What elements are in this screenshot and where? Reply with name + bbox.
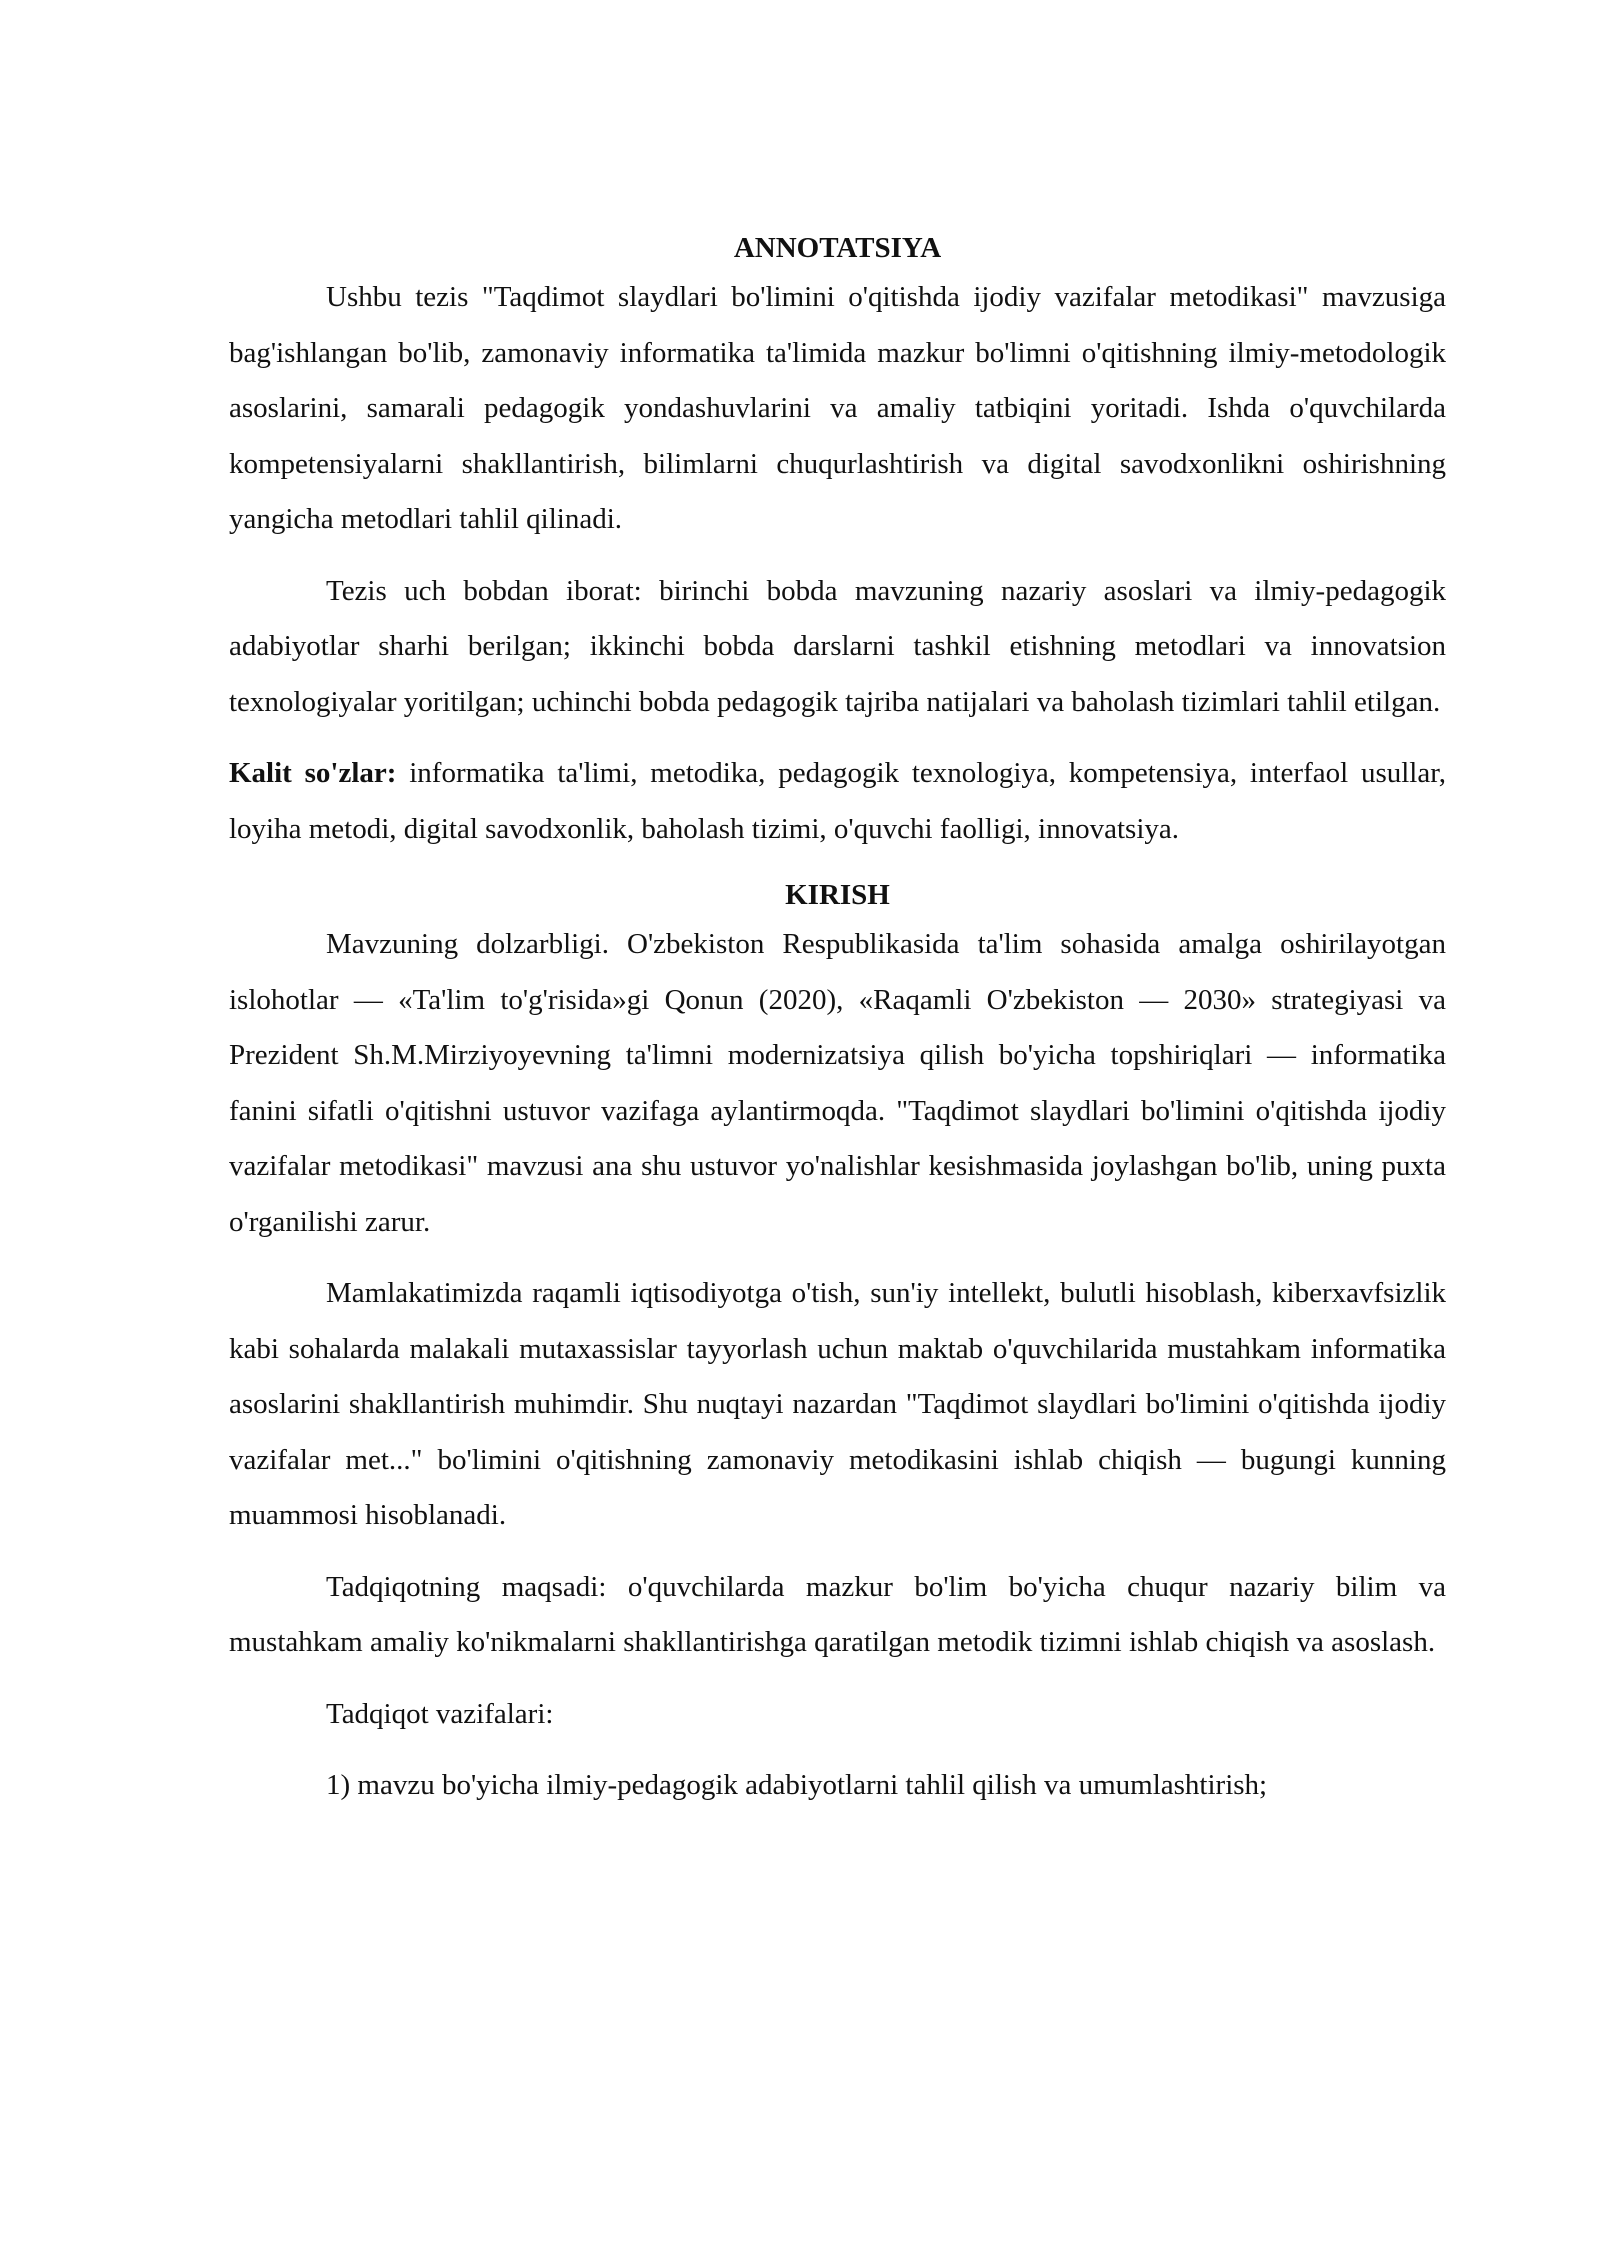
task-item-1: 1) mavzu bo'yicha ilmiy-pedagogik adabiyotlarni tahlil qilish va umumlashtirish;	[326, 1769, 1268, 1801]
keywords-label: Kalit so'zlar:	[229, 757, 397, 789]
annotation-paragraph-1: Ushbu tezis "Taqdimot slaydlari bo'limini o'qitishda ijodiy vazifalar metodikasi" mavzusiga bag'ishlangan bo'lib, zamonaviy informatika ta'limida mazkur bo'limni o'qitishning ilmiy-metodologik asoslarini, samarali pedagogik yondashuvlarini va amaliy tatbiqini yoritadi. Ishda o'quvchilarda kompetensiyalarni shakllantirish, bilimlarni chuqurlashtirish va digital savodxonlikni oshirishning yangicha metodlari tahlil qilinadi.	[229, 281, 1446, 535]
annotation-title: ANNOTATSIYA	[733, 232, 942, 264]
page-content	[229, 226, 1446, 1830]
keywords-paragraph	[229, 746, 1446, 857]
tasks-heading: Tadqiqot vazifalari:	[326, 1697, 554, 1730]
intro-paragraph-1: Mavzuning dolzarbligi. O'zbekiston Respublikasida ta'lim sohasida amalga oshirilayotgan islohotlar — «Ta'lim to'g'risida»gi Qonun (2020), «Raqamli O'zbekiston — 2030» strategiyasi va Prezident Sh.M.Mirziyoyevning ta'limni modernizatsiya qilish bo'yicha topshiriqlari — informatika fanini sifatli o'qitishni ustuvor vazifaga aylantirmoqda. "Taqdimot slaydlari bo'limini o'qitishda ijodiy vazifalar metodikasi" mavzusi ana shu ustuvor yo'nalishlar kesishmasida joylashgan bo'lib, uning puxta o'rganilishi zarur.	[229, 928, 1446, 1238]
intro-paragraph-2: Mamlakatimizda raqamli iqtisodiyotga o'tish, sun'iy intellekt, bulutli hisoblash, kiberxavfsizlik kabi sohalarda malakali mutaxassislar tayyorlash uchun maktab o'quvchilarida mustahkam informatika asoslarini shakllantirish muhimdir. Shu nuqtayi nazardan "Taqdimot slaydlari bo'limini o'qitishda ijodiy vazifalar met..." bo'limini o'qitishning zamonaviy metodikasini ishlab chiqish — bugungi kunning muammosi hisoblanadi.	[229, 1277, 1446, 1531]
keywords-text: informatika ta'limi, metodika, pedagogik texnologiya, kompetensiya, interfaol usullar, loyiha metodi, digital savodxonlik, baholash tizimi, o'quvchi faolligi, innovatsiya.	[229, 757, 1446, 845]
intro-title: KIRISH	[785, 879, 890, 911]
intro-paragraph-3: Tadqiqotning maqsadi: o'quvchilarda mazkur bo'lim bo'yicha chuqur nazariy bilim va mustahkam amaliy ko'nikmalarni shakllantirishga qaratilgan metodik tizimni ishlab chiqish va asoslash.	[229, 1570, 1446, 1658]
annotation-paragraph-2: Tezis uch bobdan iborat: birinchi bobda mavzuning nazariy asoslari va ilmiy-pedagogik adabiyotlar sharhi berilgan; ikkinchi bobda darslarni tashkil etishning metodlari va innovatsion texnologiyalar yoritilgan; uchinchi bobda pedagogik tajriba natijalari va baholash tizimlari tahlil etilgan.	[229, 574, 1446, 718]
